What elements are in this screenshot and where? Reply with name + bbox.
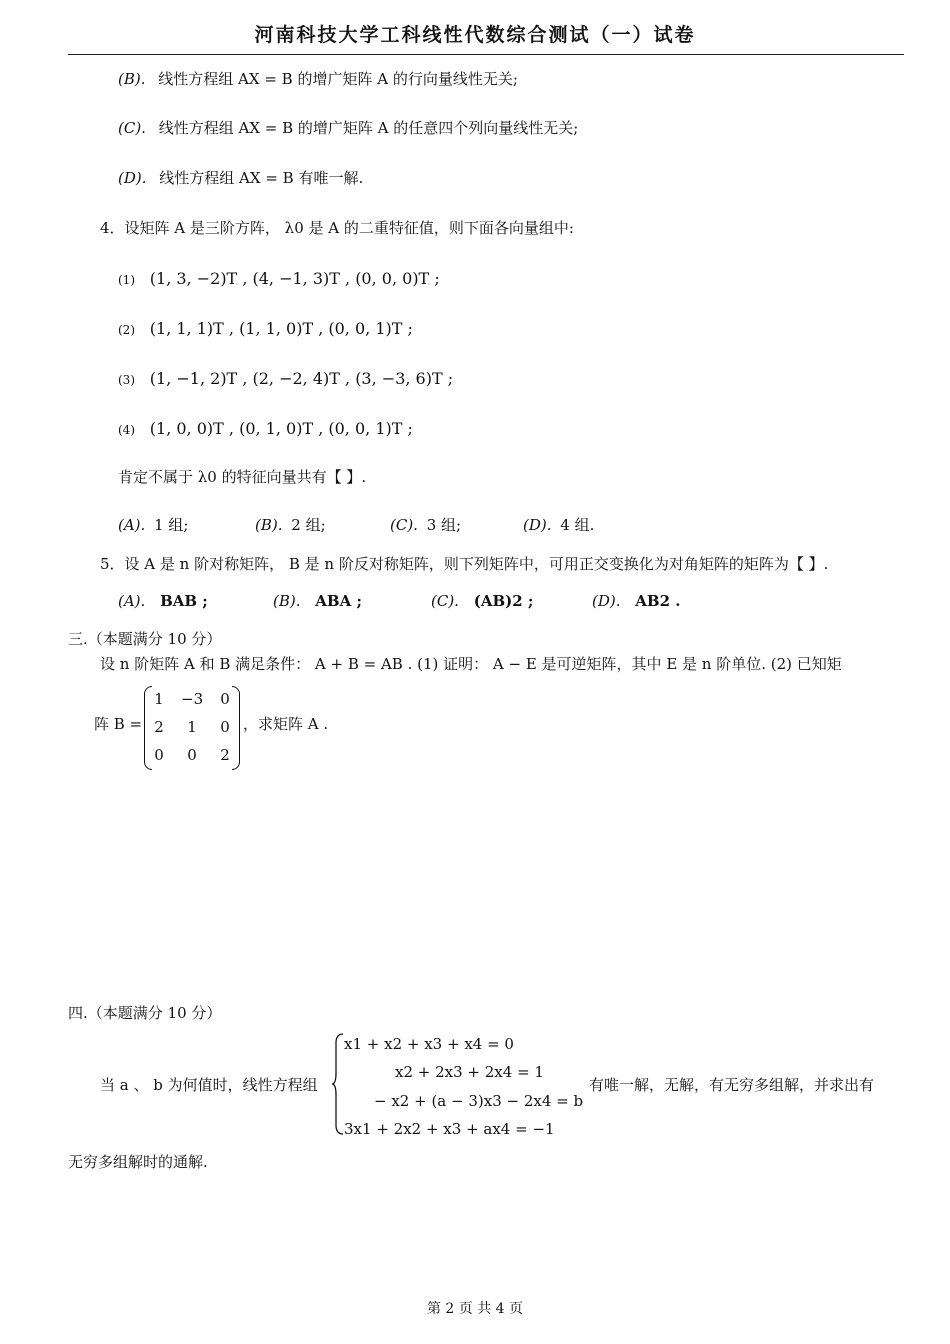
q3-option-d bbox=[118, 171, 363, 186]
section-4-after: 有唯一解，无解，有无穷多组解，并求出有 bbox=[589, 1076, 875, 1094]
page-title: 河南科技大学工科线性代数综合测试（一）试卷 bbox=[254, 24, 696, 46]
section-3-line-1: 设 n 阶矩阵 A 和 B 满足条件： A + B = AB . (1) 证明： A − E 是可逆矩阵，其中 E 是 n 阶单位. (2) 已知矩 bbox=[100, 655, 842, 673]
option-letter: (A). bbox=[118, 516, 146, 534]
equation-2: x2 + 2x3 + 2x4 = 1 bbox=[395, 1063, 544, 1081]
matrix-cell: 0 bbox=[220, 718, 230, 736]
matrix-cell: −3 bbox=[181, 690, 204, 708]
q4-question: 肯定不属于 λ0 的特征向量共有【 】. bbox=[118, 468, 367, 486]
page-footer: 第 2 页 共 4 页 bbox=[426, 1301, 524, 1317]
option-letter: (B). bbox=[255, 516, 283, 534]
option-letter: (A). bbox=[118, 592, 146, 610]
group-number: (3) bbox=[118, 373, 135, 387]
section-4-intro: 当 a 、 b 为何值时，线性方程组 bbox=[100, 1076, 318, 1094]
system-brace bbox=[331, 1033, 345, 1135]
option-text: 线性方程组 AX = B 的增广矩阵 A 的任意四个列向量线性无关; bbox=[158, 119, 579, 137]
option-letter: (C). bbox=[431, 592, 459, 610]
option-letter: (D). bbox=[523, 516, 552, 534]
option-letter: (C). bbox=[390, 516, 418, 534]
header-rule bbox=[68, 54, 904, 55]
group-number: (1) bbox=[118, 273, 135, 287]
option-text: 2 组; bbox=[291, 516, 326, 534]
q5-option-d bbox=[592, 594, 680, 609]
q5-option-b bbox=[273, 594, 362, 609]
option-text: (AB)2 ; bbox=[473, 592, 534, 610]
option-text: AB2 . bbox=[635, 592, 681, 610]
q3-option-c bbox=[118, 121, 578, 136]
option-letter: (C). bbox=[118, 119, 146, 137]
q4-group-2 bbox=[118, 321, 413, 337]
matrix-prefix: 阵 B = bbox=[94, 715, 143, 733]
matrix-cell: 0 bbox=[187, 746, 197, 764]
q5-option-a bbox=[118, 594, 208, 609]
matrix-cell: 2 bbox=[220, 746, 230, 764]
option-text: BAB ; bbox=[160, 592, 208, 610]
section-4-heading: 四.（本题满分 10 分） bbox=[68, 1004, 222, 1022]
equation-3: − x2 + (a − 3)x3 − 2x4 = b bbox=[374, 1092, 584, 1110]
equation-1: x1 + x2 + x3 + x4 = 0 bbox=[344, 1035, 514, 1053]
option-text: 线性方程组 AX = B 的增广矩阵 A 的行向量线性无关; bbox=[158, 70, 518, 88]
group-vectors: (1, −1, 2)T , (2, −2, 4)T , (3, −3, 6)T ; bbox=[149, 369, 454, 388]
q3-option-b bbox=[118, 72, 518, 87]
matrix-suffix: ，求矩阵 A . bbox=[243, 715, 329, 733]
group-number: (4) bbox=[118, 423, 135, 437]
section-4-tail: 无穷多组解时的通解. bbox=[68, 1153, 208, 1171]
group-vectors: (1, 0, 0)T , (0, 1, 0)T , (0, 0, 1)T ; bbox=[149, 419, 413, 438]
option-text: 1 组; bbox=[154, 516, 189, 534]
matrix-cell: 1 bbox=[187, 718, 197, 736]
q5-option-c bbox=[431, 594, 533, 609]
matrix-cell: 1 bbox=[154, 690, 164, 708]
option-text: ABA ; bbox=[315, 592, 362, 610]
q4-option-c bbox=[390, 518, 461, 533]
matrix-cell: 2 bbox=[154, 718, 164, 736]
option-letter: (B). bbox=[273, 592, 301, 610]
group-vectors: (1, 3, −2)T , (4, −1, 3)T , (0, 0, 0)T ; bbox=[149, 269, 440, 288]
option-letter: (D). bbox=[592, 592, 621, 610]
option-letter: (D). bbox=[118, 169, 147, 187]
q4-option-d bbox=[523, 518, 594, 533]
group-number: (2) bbox=[118, 323, 135, 337]
matrix-right-bracket bbox=[232, 686, 240, 770]
option-letter: (B). bbox=[118, 70, 146, 88]
option-text: 4 组. bbox=[560, 516, 595, 534]
equation-4: 3x1 + 2x2 + x3 + ax4 = −1 bbox=[344, 1120, 555, 1138]
section-3-heading: 三.（本题满分 10 分） bbox=[68, 630, 222, 648]
q4-stem: 4．设矩阵 A 是三阶方阵， λ0 是 A 的二重特征值，则下面各向量组中: bbox=[100, 219, 574, 237]
matrix-cell: 0 bbox=[154, 746, 164, 764]
group-vectors: (1, 1, 1)T , (1, 1, 0)T , (0, 0, 1)T ; bbox=[149, 319, 413, 338]
option-text: 线性方程组 AX = B 有唯一解. bbox=[159, 169, 364, 187]
q5-stem: 5．设 A 是 n 阶对称矩阵， B 是 n 阶反对称矩阵，则下列矩阵中，可用正交变换化为对角矩阵的矩阵为【 】. bbox=[100, 555, 829, 573]
q4-option-b bbox=[255, 518, 326, 533]
q4-group-3 bbox=[118, 371, 453, 387]
q4-group-4 bbox=[118, 421, 413, 437]
matrix-cell: 0 bbox=[220, 690, 230, 708]
option-text: 3 组; bbox=[426, 516, 462, 534]
q4-group-1 bbox=[118, 271, 440, 287]
q4-option-a bbox=[118, 518, 188, 533]
